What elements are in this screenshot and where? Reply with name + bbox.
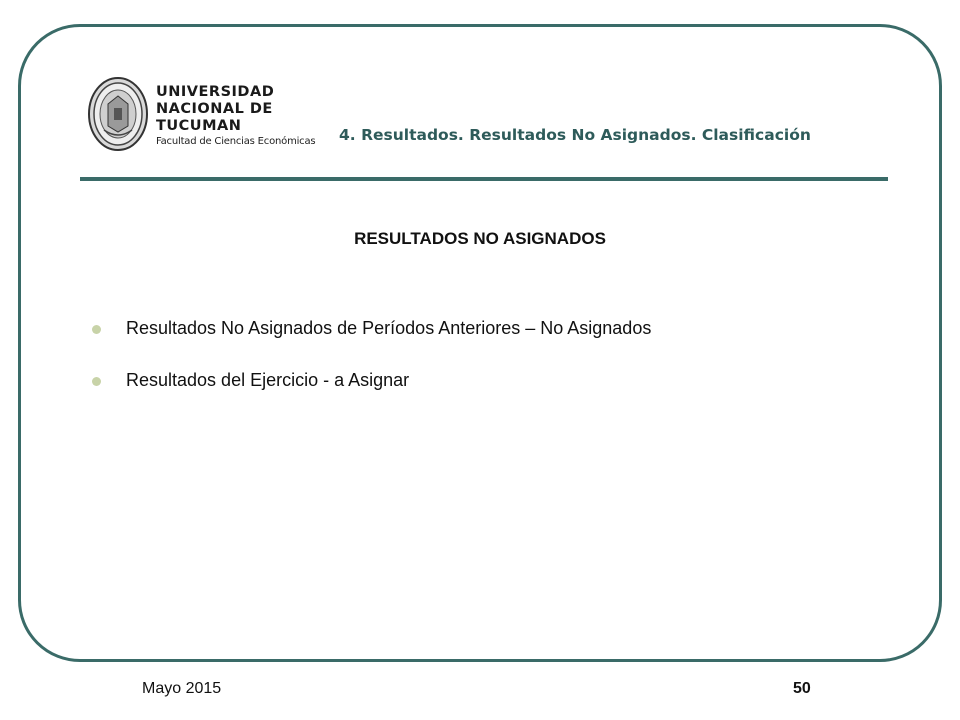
- university-logo: [86, 74, 326, 158]
- logo-line-3: TUCUMAN: [156, 118, 242, 134]
- logo-subtitle: Facultad de Ciencias Económicas: [156, 136, 316, 147]
- bullet-text: Resultados No Asignados de Períodos Anteriores – No Asignados: [126, 318, 652, 338]
- bullet-icon: [92, 325, 101, 334]
- footer-date: Mayo 2015: [142, 680, 222, 697]
- page-number: 50: [793, 680, 811, 697]
- list-item: [92, 370, 651, 422]
- bullet-icon: [92, 377, 101, 386]
- bullet-text: Resultados del Ejercicio - a Asignar: [126, 370, 410, 390]
- university-seal-icon: [86, 74, 150, 154]
- logo-line-1: UNIVERSIDAD: [156, 84, 275, 100]
- logo-line-2: NACIONAL DE: [156, 101, 273, 117]
- section-heading: RESULTADOS NO ASIGNADOS: [354, 229, 606, 248]
- slide-title: 4. Resultados. Resultados No Asignados. Clasificación: [339, 126, 811, 144]
- bullet-list: [92, 318, 651, 422]
- title-divider: [80, 177, 888, 181]
- list-item: [92, 318, 651, 370]
